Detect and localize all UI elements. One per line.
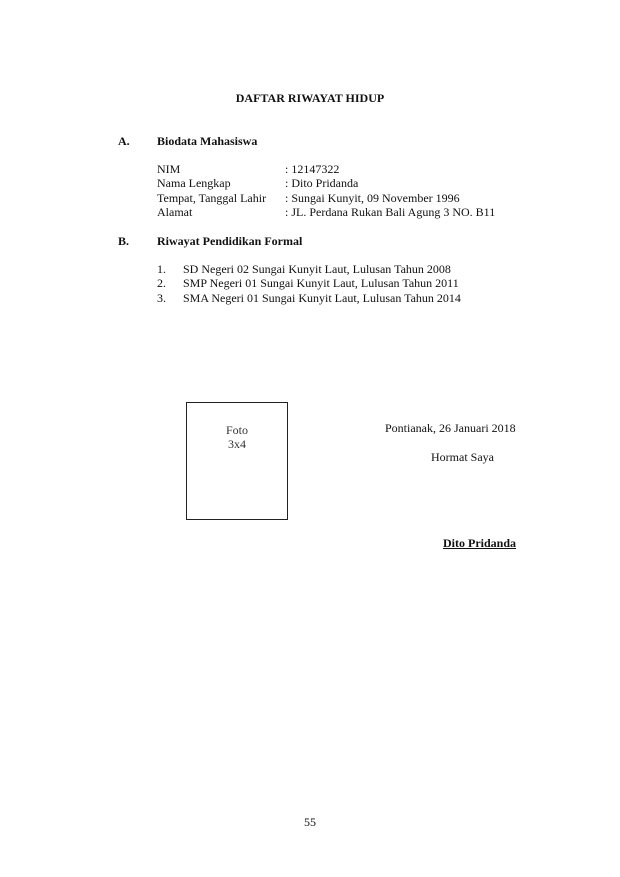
- edu-item-number: 1.: [157, 262, 166, 276]
- bio-label-name: Nama Lengkap: [157, 176, 231, 190]
- edu-item-text: SMP Negeri 01 Sungai Kunyit Laut, Lulusan Tahun 2011: [183, 276, 459, 290]
- bio-label-address: Alamat: [157, 205, 193, 219]
- bio-value-nim: : 12147322: [285, 162, 340, 176]
- photo-size-label: 3x4: [228, 437, 246, 451]
- section-a-heading: Biodata Mahasiswa: [157, 134, 258, 148]
- section-a-letter: A.: [118, 134, 130, 148]
- signature-place-date: Pontianak, 26 Januari 2018: [385, 421, 516, 435]
- photo-label: Foto: [225, 423, 248, 437]
- section-b-letter: B.: [118, 234, 130, 248]
- photo-placeholder: [186, 402, 288, 520]
- bio-value-birth: : Sungai Kunyit, 09 November 1996: [285, 191, 460, 205]
- edu-item-number: 2.: [157, 276, 166, 290]
- bio-label-birth: Tempat, Tanggal Lahir: [157, 191, 267, 205]
- page-number: 55: [304, 815, 316, 829]
- document-title: DAFTAR RIWAYAT HIDUP: [235, 91, 385, 105]
- edu-item-text: SD Negeri 02 Sungai Kunyit Laut, Lulusan Tahun 2008: [183, 262, 451, 276]
- edu-item-text: SMA Negeri 01 Sungai Kunyit Laut, Lulusan Tahun 2014: [183, 291, 461, 305]
- signature-name: Dito Pridanda: [443, 536, 517, 550]
- edu-item-number: 3.: [157, 291, 166, 305]
- bio-value-name: : Dito Pridanda: [285, 176, 359, 190]
- bio-value-address: : JL. Perdana Rukan Bali Agung 3 NO. B11: [285, 205, 496, 219]
- signature-closing: Hormat Saya: [431, 450, 494, 464]
- bio-label-nim: NIM: [157, 162, 181, 176]
- section-b-heading: Riwayat Pendidikan Formal: [157, 234, 303, 248]
